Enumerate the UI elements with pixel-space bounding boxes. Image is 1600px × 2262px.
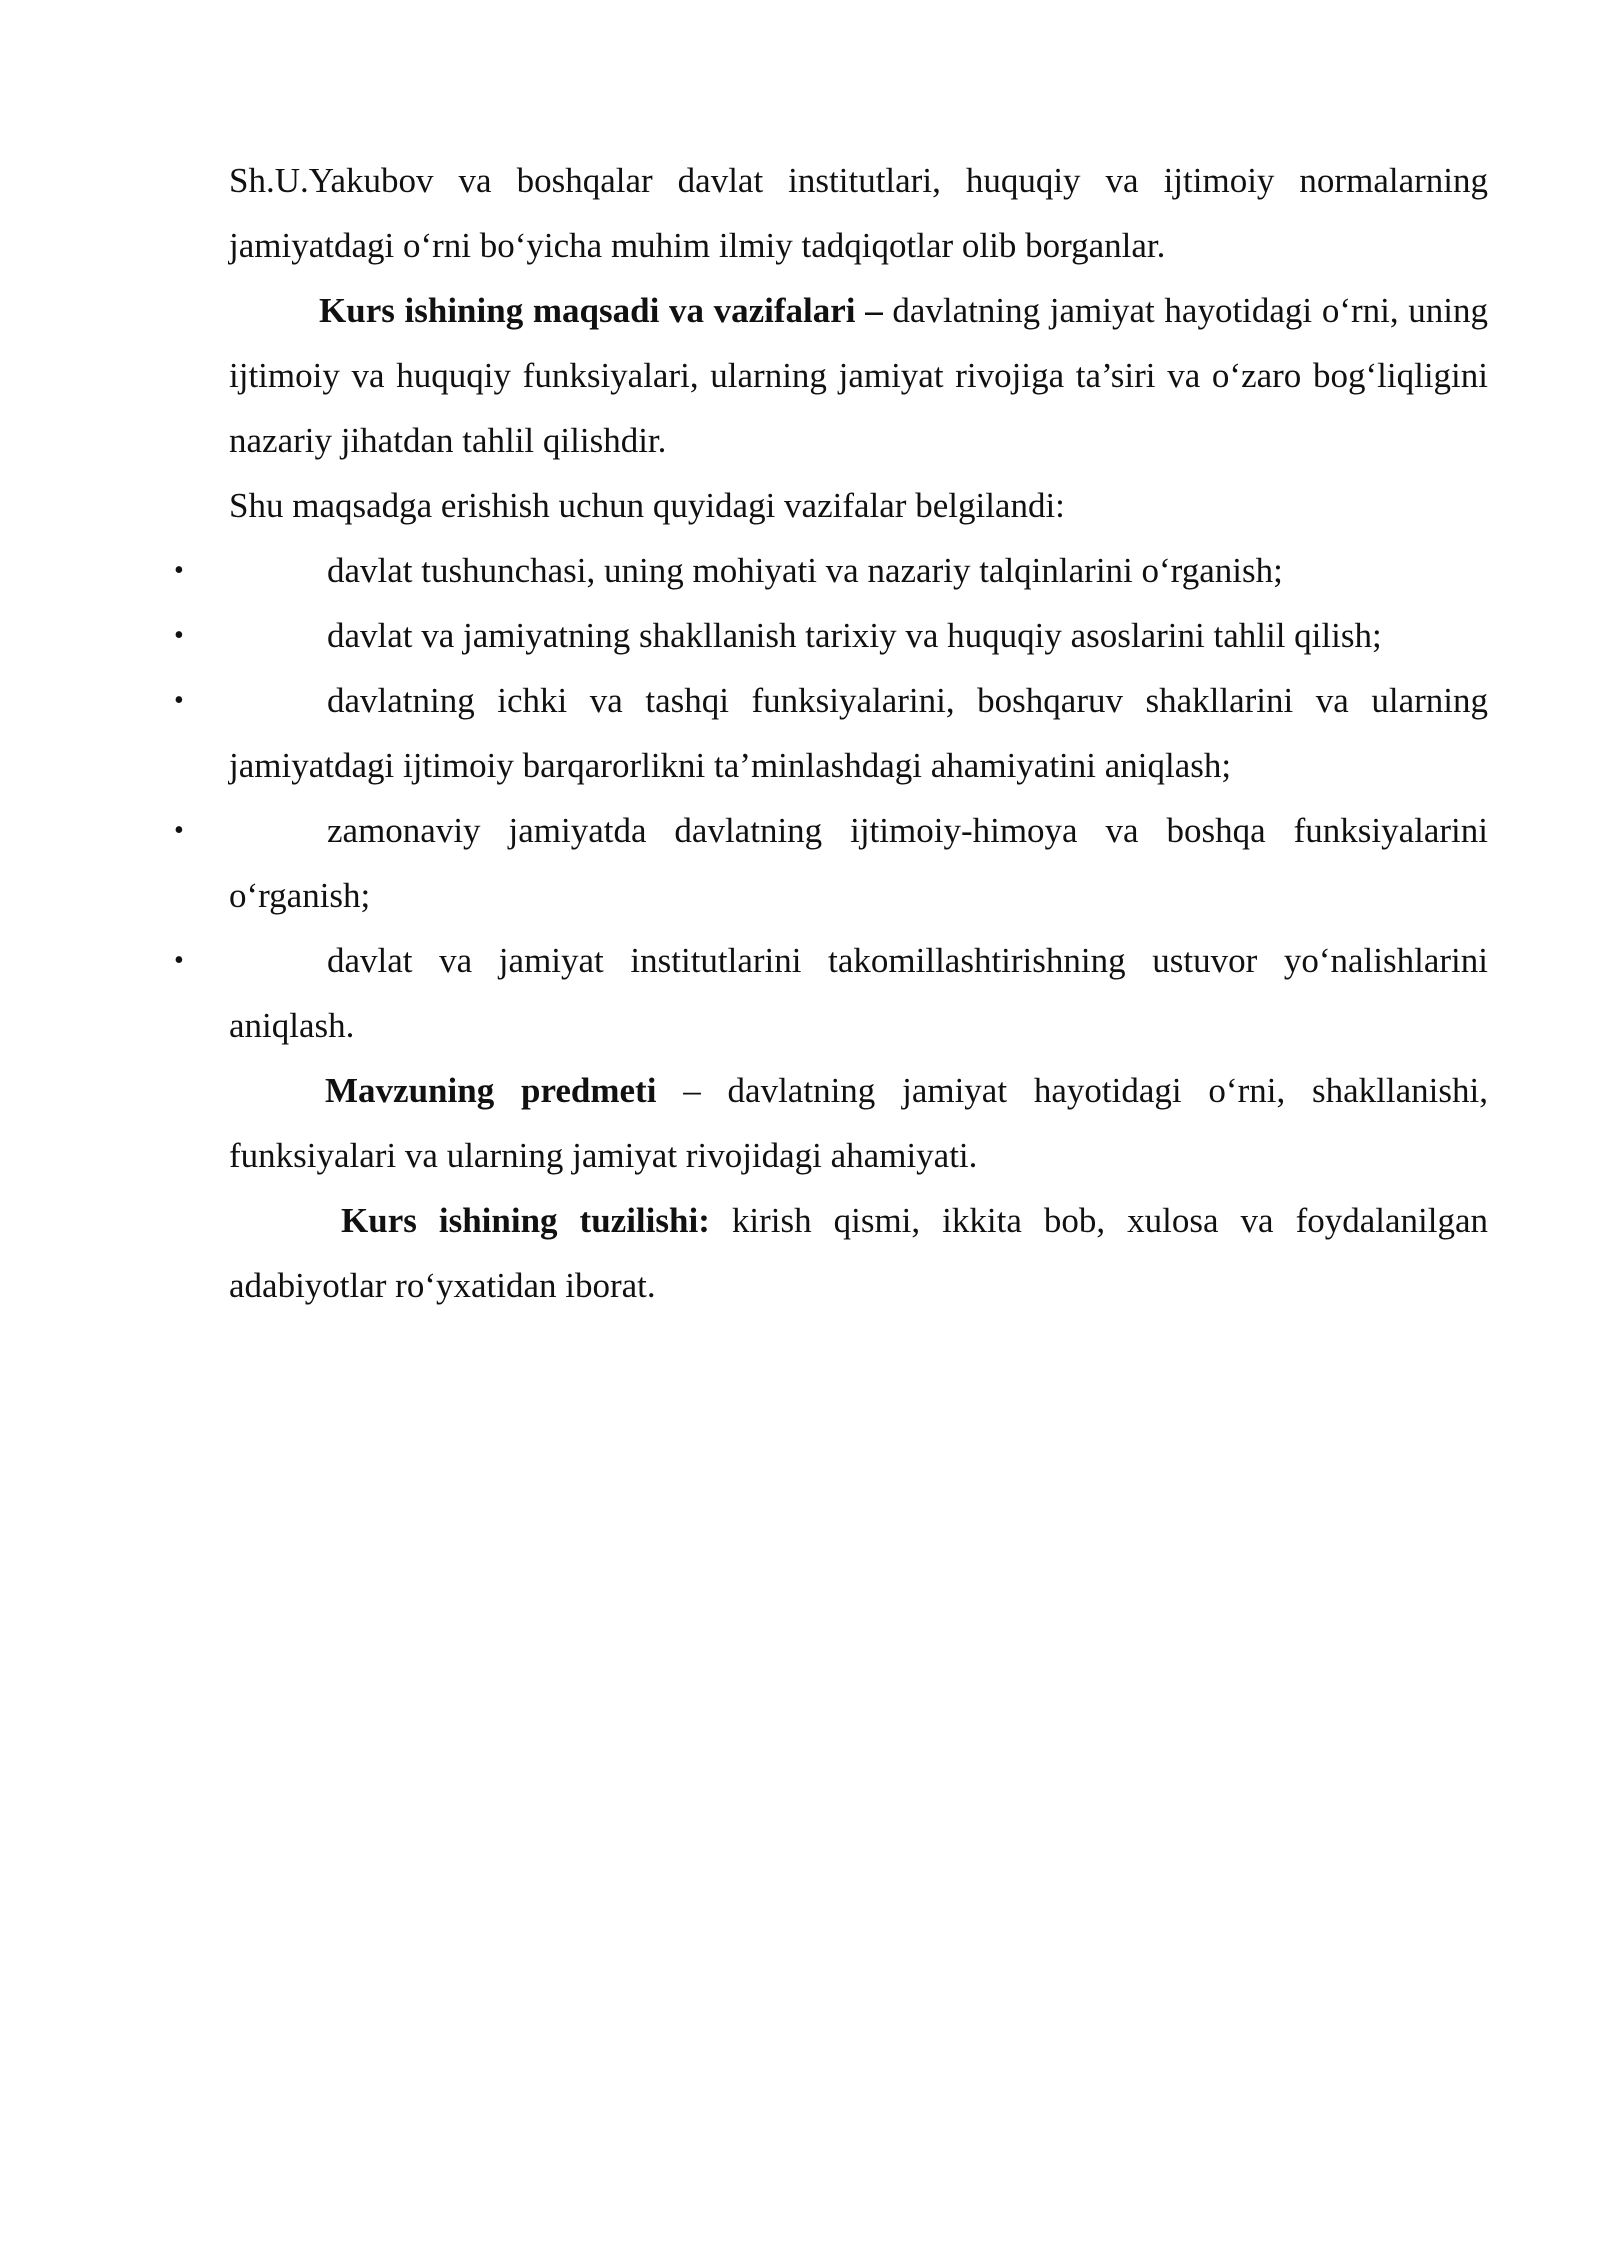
list-item	[174, 603, 1488, 668]
bullet-icon: •	[174, 685, 184, 716]
list-item	[174, 668, 1488, 798]
structure-paragraph	[229, 1188, 1488, 1318]
tasks-intro: Shu maqsadga erishish uchun quyidagi vazifalar belgilandi:	[229, 486, 1065, 525]
task-text: davlat va jamiyatning shakllanish tarixiy va huquqiy asoslarini tahlil qilish;	[327, 616, 1382, 655]
structure-heading: Kurs ishining tuzilishi:	[341, 1201, 710, 1240]
tasks-list	[174, 538, 1488, 1058]
subject-paragraph	[229, 1058, 1488, 1188]
structure-text: kirish qismi, ikkita bob, xulosa va foydalanilgan adabiyotlar ro‘yxatidan iborat.	[229, 1201, 1489, 1305]
goals-heading: Kurs ishining maqsadi va vazifalari –	[319, 291, 883, 330]
bullet-icon: •	[174, 945, 184, 976]
task-text: davlatning ichki va tashqi funksiyalarini, boshqaruv shakllarini va ularning jamiyatdagi ijtimoiy barqarorlikni ta’minlashdagi ahamiyatini aniqlash;	[229, 681, 1488, 785]
bullet-icon: •	[174, 815, 184, 846]
goals-text: davlatning jamiyat hayotidagi o‘rni, uning ijtimoiy va huquqiy funksiyalari, ularning jamiyat rivojiga ta’siri va o‘zaro bog‘liqligini nazariy jihatdan tahlil qilishdir.	[229, 291, 1488, 460]
task-text: davlat tushunchasi, uning mohiyati va nazariy talqinlarini o‘rganish;	[327, 551, 1283, 590]
subject-heading: Mavzuning predmeti	[325, 1071, 657, 1110]
list-item	[174, 798, 1488, 928]
list-item	[174, 538, 1488, 603]
goals-paragraph	[229, 278, 1488, 473]
bullet-icon: •	[174, 620, 184, 651]
bullet-icon: •	[174, 555, 184, 586]
document-body	[174, 148, 1489, 1318]
list-item	[174, 928, 1488, 1058]
intro-paragraph: Sh.U.Yakubov va boshqalar davlat institutlari, huquqiy va ijtimoiy normalarning jamiyatdagi o‘rni bo‘yicha muhim ilmiy tadqiqotlar olib borganlar.	[229, 161, 1488, 265]
subject-text: – davlatning jamiyat hayotidagi o‘rni, shakllanishi, funksiyalari va ularning jamiyat rivojidagi ahamiyati.	[229, 1071, 1488, 1175]
task-text: zamonaviy jamiyatda davlatning ijtimoiy-himoya va boshqa funksiyalarini o‘rganish;	[229, 811, 1488, 915]
task-text: davlat va jamiyat institutlarini takomillashtirishning ustuvor yo‘nalishlarini aniqlash.	[229, 941, 1488, 1045]
